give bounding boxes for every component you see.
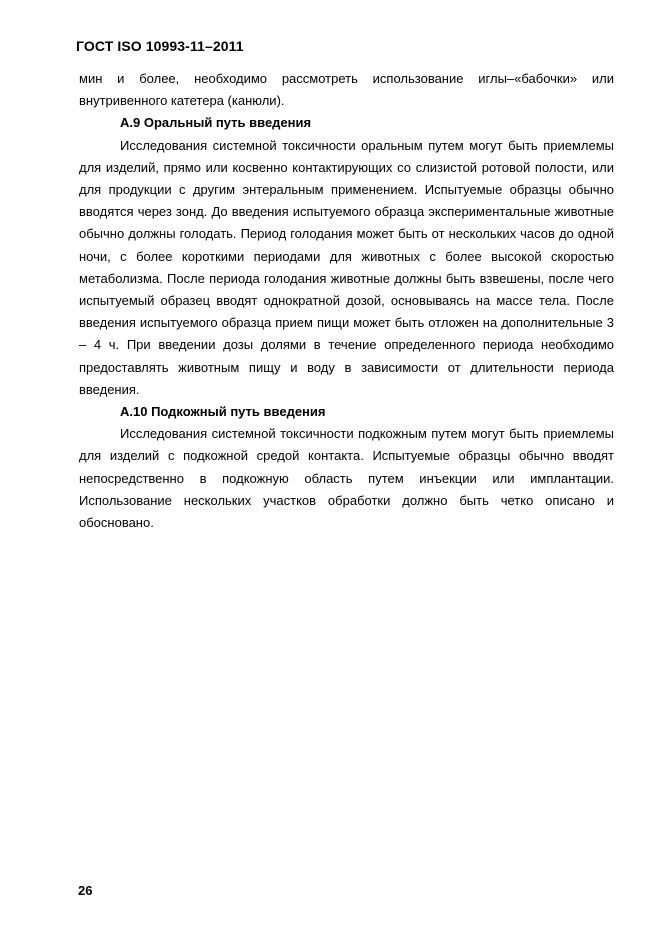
page-number: 26 [78,883,93,898]
section-a10-heading: А.10 Подкожный путь введения [120,404,326,420]
section-a10-paragraph: Исследования системной токсичности подкожным путем могут быть приемлемы для изделий с подкожной средой контакта. Испытуемые образцы обычно вводят непосредственно в подкожную область путем инъекции или имплантации. Использование нескольких участков обработки должно быть четко описано и обосновано. [79,426,614,531]
document-header-title: ГОСТ ISO 10993-11–2011 [76,38,244,54]
intro-paragraph: мин и более, необходимо рассмотреть использование иглы–«бабочки» или внутривенного катетера (канюли). [79,71,614,109]
section-a9-heading: А.9 Оральный путь введения [120,115,312,131]
section-a9-paragraph: Исследования системной токсичности оральным путем могут быть приемлемы для изделий, прямо или косвенно контактирующих со слизистой ротовой полости, или для продукции с другим энтеральным применением. Испытуемые образцы обычно вводятся через зонд. До введения испытуемого образца экспериментальные животные обычно должны голодать. Период голодания может быть от нескольких часов до одной ночи, с более короткими периодами для животных с более высокой скоростью метаболизма. После периода голодания животные должны быть взвешены, после чего испытуемый образец вводят однократной дозой, основываясь на массе тела. После введения испытуемого образца прием пищи может быть отложен на дополнительные 3 – 4 ч. При введении дозы долями в течение определенного периода необходимо предоставлять животным пищу и воду в зависимости от длительности периода введения. [79,137,614,397]
document-body [79,68,614,534]
